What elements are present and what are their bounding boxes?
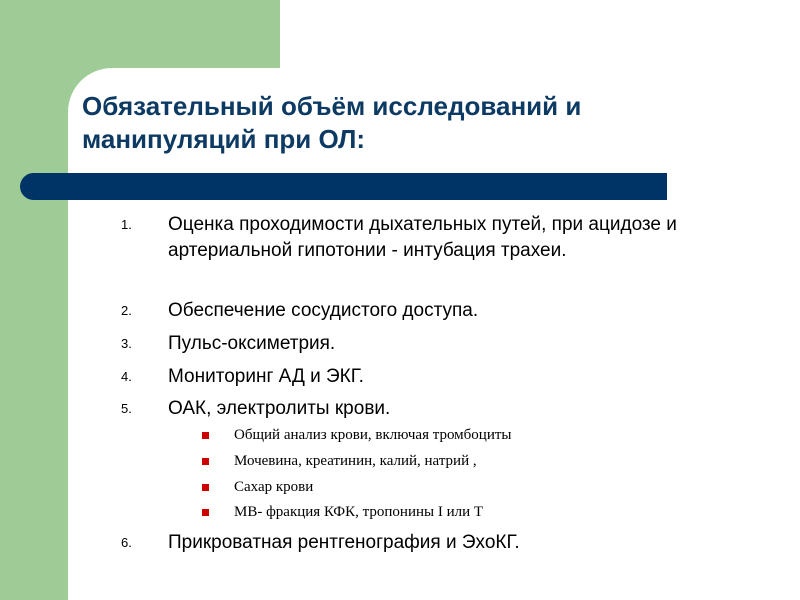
list-item	[121, 331, 688, 357]
sub-list-item	[234, 425, 664, 445]
list-item-number: 1.	[121, 217, 132, 232]
square-bullet-icon	[202, 432, 209, 439]
slide-title: Обязательный объём исследований и манипуляций при ОЛ:	[82, 91, 582, 154]
list-item	[121, 530, 688, 556]
sub-list-item-text: Общий анализ крови, включая тромбоциты	[234, 427, 512, 443]
sub-list-item	[234, 502, 664, 522]
square-bullet-icon	[202, 458, 209, 465]
list-item	[121, 212, 688, 264]
list-item-text: Мониторинг АД и ЭКГ.	[168, 366, 364, 387]
sub-list-item-text: Сахар крови	[234, 479, 314, 495]
sub-list-item	[234, 451, 664, 471]
list-item	[121, 364, 688, 390]
list-item	[121, 298, 688, 324]
list-item-number: 2.	[121, 303, 132, 318]
list-item-text: Пульс-оксиметрия.	[168, 333, 336, 354]
square-bullet-icon	[202, 509, 209, 516]
list-item-number: 4.	[121, 369, 132, 384]
list-item-text: Оценка проходимости дыхательных путей, при ацидозе и артериальной гипотонии - интубация трахеи.	[168, 214, 677, 261]
list-item	[121, 396, 688, 422]
list-item-number: 5.	[121, 401, 132, 416]
sub-list-item-text: Мочевина, креатинин, калий, натрий ,	[234, 453, 477, 469]
sub-list-item-text: МВ- фракция КФК, тропонины I или Т	[234, 504, 484, 520]
sub-list-item	[234, 477, 664, 497]
list-item-text: Прикроватная рентгенография и ЭхоКГ.	[168, 532, 520, 553]
list-item-text: ОАК, электролиты крови.	[168, 398, 391, 419]
list-item-number: 6.	[121, 535, 132, 550]
list-item-number: 3.	[121, 336, 132, 351]
square-bullet-icon	[202, 484, 209, 491]
list-item-text: Обеспечение сосудистого доступа.	[168, 300, 479, 321]
